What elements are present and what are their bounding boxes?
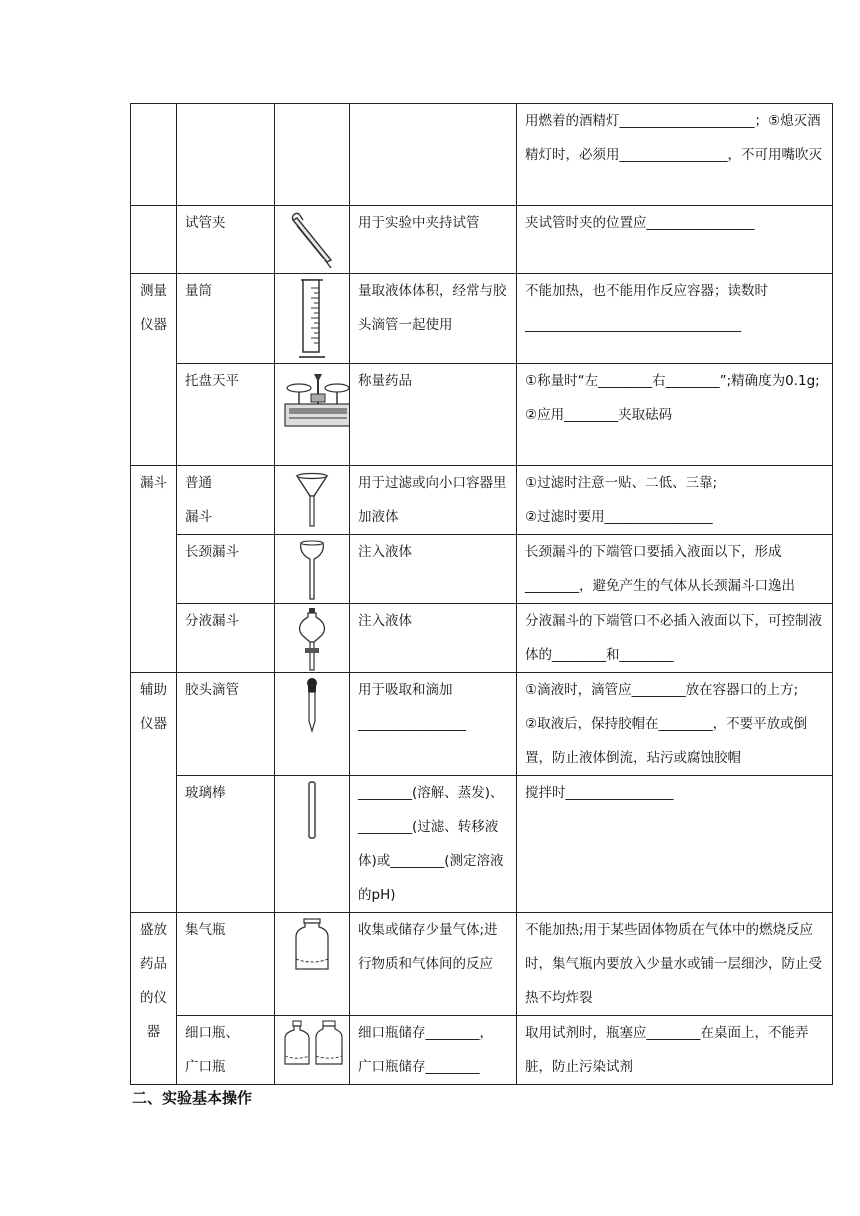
table-row	[131, 673, 833, 776]
glass-rod-icon	[306, 780, 318, 840]
use-cell: 注入液体	[350, 604, 517, 673]
category-cell	[131, 206, 177, 274]
table-row	[131, 466, 833, 535]
name-cell: 长颈漏斗	[177, 535, 275, 604]
note-cell: 搅拌时________________	[517, 776, 833, 913]
use-cell: 注入液体	[350, 535, 517, 604]
note-line: ②应用________夹取砝码	[525, 407, 673, 423]
dropper-icon	[302, 677, 322, 733]
table-row	[131, 274, 833, 364]
note-line: ①过滤时注意一贴、二低、三靠;	[525, 475, 718, 491]
name-cell: 量筒	[177, 274, 275, 364]
name-cell: 试管夹	[177, 206, 275, 274]
note-cell: 不能加热;用于某些固体物质在气体中的燃烧反应时，集气瓶内要放入少量水或铺一层细沙，防止受热不均炸裂	[517, 913, 833, 1016]
category-cell	[131, 104, 177, 206]
category-cell: 盛放药品的仪器	[131, 913, 177, 1085]
name-cell: 胶头滴管	[177, 673, 275, 776]
note-cell: 用燃着的酒精灯____________________；⑤熄灭酒精灯时，必须用________________，不可用嘴吹灭	[517, 104, 833, 206]
name-line: 漏斗	[185, 509, 212, 525]
use-cell: 收集或储存少量气体;进行物质和气体间的反应	[350, 913, 517, 1016]
table-row	[131, 206, 833, 274]
note-cell: 分液漏斗的下端管口不必插入液面以下，可控制液体的________和________	[517, 604, 833, 673]
name-cell: 托盘天平	[177, 364, 275, 466]
reagent-bottles-icon	[283, 1020, 345, 1066]
table-row	[131, 535, 833, 604]
category-cell: 漏斗	[131, 466, 177, 673]
note-cell: 长颈漏斗的下端管口要插入液面以下，形成________，避免产生的气体从长颈漏斗口逸出	[517, 535, 833, 604]
long-neck-funnel-icon	[297, 539, 327, 601]
name-line: 细口瓶、	[185, 1025, 239, 1041]
name-line: 广口瓶	[185, 1059, 226, 1075]
category-cell: 辅助仪器	[131, 673, 177, 913]
use-line: 细口瓶储存________，	[358, 1025, 493, 1041]
note-cell: 夹试管时夹的位置应________________	[517, 206, 833, 274]
name-cell: 分液漏斗	[177, 604, 275, 673]
use-line: 广口瓶储存________	[358, 1059, 480, 1075]
table-row	[131, 1016, 833, 1085]
name-line: 普通	[185, 475, 212, 491]
separatory-funnel-icon	[295, 608, 329, 672]
use-cell	[350, 1016, 517, 1085]
table-row	[131, 776, 833, 913]
note-cell: 不能加热，也不能用作反应容器；读数时________________________________	[517, 274, 833, 364]
use-cell: 量取液体体积，经常与胶头滴管一起使用	[350, 274, 517, 364]
note-cell	[517, 466, 833, 535]
category-cell: 测量仪器	[131, 274, 177, 466]
balance-icon	[283, 368, 350, 430]
equipment-table	[130, 103, 833, 1085]
name-cell: 集气瓶	[177, 913, 275, 1016]
name-cell: 玻璃棒	[177, 776, 275, 913]
table-row	[131, 104, 833, 206]
section-heading: 二、实验基本操作	[132, 1089, 253, 1107]
table-row	[131, 364, 833, 466]
funnel-icon	[295, 470, 329, 530]
use-cell: ________(溶解、蒸发)、________(过滤、转移液体)或________(测定溶液的pH)	[350, 776, 517, 913]
note-line: ①称量时“左________右________”;精确度为0.1g;	[525, 373, 820, 389]
note-line: ①滴液时，滴管应________放在容器口的上方;	[525, 682, 799, 698]
graduated-cylinder-icon	[297, 278, 327, 360]
use-cell	[350, 104, 517, 206]
gas-jar-icon	[292, 917, 332, 973]
use-cell: 称量药品	[350, 364, 517, 466]
note-line: ②过滤时要用________________	[525, 509, 713, 525]
table-row	[131, 604, 833, 673]
table-row	[131, 913, 833, 1016]
use-cell: 用于吸取和滴加________________	[350, 673, 517, 776]
note-cell: 取用试剂时，瓶塞应________在桌面上，不能弄脏，防止污染试剂	[517, 1016, 833, 1085]
note-cell	[517, 364, 833, 466]
test-tube-clamp-icon	[287, 210, 337, 270]
note-cell	[517, 673, 833, 776]
image-cell	[275, 104, 350, 206]
name-cell	[177, 466, 275, 535]
use-cell: 用于实验中夹持试管	[350, 206, 517, 274]
name-cell	[177, 1016, 275, 1085]
name-cell	[177, 104, 275, 206]
use-cell: 用于过滤或向小口容器里加液体	[350, 466, 517, 535]
note-line: ②取液后，保持胶帽在________，不要平放或倒置，防止液体倒流，玷污或腐蚀胶帽	[525, 716, 808, 766]
